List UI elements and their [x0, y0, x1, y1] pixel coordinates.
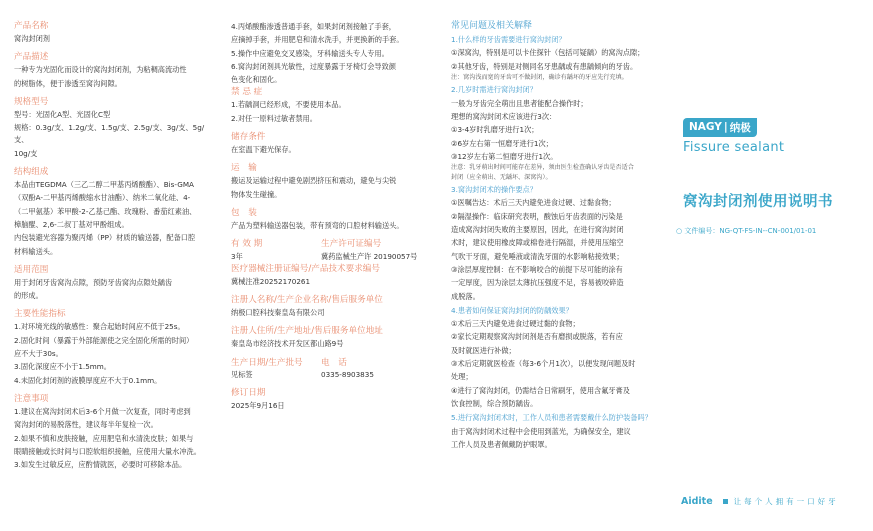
validity-headings: 有 效 期 生产许可证编号 — [231, 239, 382, 250]
warning-line: 6.窝沟封闭剂具光敏性，过度暴露于牙椅灯会导致颜 — [231, 61, 396, 71]
section-line: 2.固化时间（暴露于外部能源使之完全固化所需的时间） — [14, 335, 194, 345]
section-line: 的树脂体，便于渗透至窝沟间隙。 — [14, 78, 122, 88]
faq-note: 注意：乳牙萌出时间可能存在差异，须由医生检查确认牙齿是否适合 — [451, 164, 634, 172]
footer-slogan: 让每个人拥有一口好牙 — [733, 497, 839, 506]
logo-divider-icon: | — [723, 121, 728, 133]
faq-question: 5.进行窝沟封闭术时，工作人员和患者需要戴什么防护装备吗？ — [451, 413, 652, 423]
faq-answer-line: ①医嘱告达：术后三天内避免进食过硬、过黏食物； — [451, 198, 616, 208]
production-values: 见标签 0335-8903835 — [231, 370, 374, 380]
faq-answer-line: 一般为牙齿完全萌出且患者能配合操作时； — [451, 98, 588, 108]
section-line: 冀械注准20252170261 — [231, 276, 311, 286]
document-title: 窝沟封闭剂使用说明书 — [683, 194, 833, 210]
faq-note: 封闭（应全萌出、无龋坏、深窝沟）。 — [451, 173, 552, 181]
section-line: 10g/支 — [14, 148, 38, 158]
faq-answer-line: ①3-4岁时乳磨牙进行1次； — [451, 125, 539, 135]
column-left — [14, 20, 214, 471]
section-line: 内包装避光容器为聚丙烯（PP）材质的输送器，配备口腔 — [14, 233, 196, 243]
section-line: 纳极口腔科技秦皇岛有限公司 — [231, 308, 325, 318]
middle-sections — [231, 86, 431, 232]
faq-answer-line: 由于窝沟封闭术过程中会使用到蓝光，为确保安全，建议 — [451, 426, 631, 436]
revision-date: 2025年9月16日 — [231, 401, 285, 411]
section-line: 1.若龋洞已经形成，不要使用本品。 — [231, 100, 346, 110]
section-line: 1.建议在窝沟封闭术后3-6个月做一次复查，同时考虑到 — [14, 406, 191, 416]
logo-badge: NAGY | 纳极 — [683, 118, 757, 137]
faq-answer-line: ④进行了窝沟封闭，仍需结合日常刷牙，使用含氟牙膏及 — [451, 385, 630, 395]
section-line: 材料输送头。 — [14, 246, 58, 256]
section-line: 产品为塑料输送器包装，带有预弯的口腔材料输送头。 — [231, 220, 404, 230]
section-line: 型号：光固化A型、光固化C型 — [14, 109, 111, 119]
section-heading: 医疗器械注册证编号/产品技术要求编号 — [231, 263, 380, 274]
faq-question: 2.几岁时需进行窝沟封闭？ — [451, 85, 537, 95]
section-line: （双酚A-二甲基丙烯酸缩水甘油酯）、纳米二氧化硅、4- — [14, 193, 191, 203]
square-icon — [723, 499, 728, 504]
section-line: 3.如发生过敏反应，应酌情就医，必要时可移除本品。 — [14, 460, 187, 470]
revision-heading: 修订日期 — [231, 388, 266, 399]
brand-logo — [683, 115, 784, 155]
faq-question: 1.什么样的牙齿需要进行窝沟封闭？ — [451, 35, 566, 44]
faq-answer-line: 一定厚度，因为涂层太薄抗压强度不足，容易被咬碎造 — [451, 278, 624, 288]
faq-answer-line: 处理； — [451, 372, 473, 382]
document-number: ○ 文件编号：NG-QT-FS-IN--CN-001/01-01 — [676, 227, 817, 235]
product-english-name: Fissure sealant — [683, 139, 785, 155]
section-heading: 主要性能指标 — [14, 309, 66, 320]
footer — [681, 496, 839, 507]
faq-list — [451, 34, 654, 451]
faq-answer-line: 气吹干牙面，避免唾液或清洗牙面的水影响粘接效果； — [451, 251, 624, 261]
section-heading: 包 装 — [231, 207, 257, 218]
faq-answer-line: 及时就医进行补做； — [451, 345, 516, 355]
faq-answer-line: 饮食控制，综合预防龋齿。 — [451, 398, 538, 408]
section-heading: 禁 忌 症 — [231, 87, 263, 98]
section-line: 樟脑醌、2,6-二叔丁基对甲酚组成。 — [14, 219, 129, 229]
faq-answer-line: ③术后定期就医检查（每3-6个月1次），以便发现问题及时 — [451, 359, 636, 369]
faq-answer-line: ②隔湿操作：临床研究表明，酸蚀后牙齿表面的污染是 — [451, 211, 623, 221]
registration-sections — [231, 263, 431, 351]
validity-values: 3年 冀药监械生产许 20190057号 — [231, 251, 418, 261]
warnings-continued — [231, 21, 431, 86]
section-line: 2.如果不慎和皮肤接触，应用肥皂和水清洗皮肤；如果与 — [14, 433, 194, 443]
faq-answer-line: 术时，建议使用橡皮障或棉卷进行隔湿，并使用压缩空 — [451, 238, 624, 248]
section-line: 搬运及运输过程中避免剧烈挤压和震动，避免与尖锐 — [231, 176, 397, 186]
faq-answer-line: ①深窝沟，特别是可以卡住探针（包括可疑龋）的窝沟点隙； — [451, 48, 645, 58]
faq-answer-line: 造成窝沟封闭失败的主要原因，因此，在进行窝沟封闭 — [451, 225, 624, 235]
production-headings: 生产日期/生产批号 电 话 — [231, 357, 347, 368]
faq-question: 4.患者如何保证窝沟封闭的防龋效果？ — [451, 305, 573, 315]
footer-brand: Aidite — [681, 496, 713, 507]
section-heading: 储存条件 — [231, 132, 266, 143]
section-heading: 运 输 — [231, 163, 257, 174]
section-line: 一种专为光固化而设计的窝沟封闭剂，为粘稠高流动性 — [14, 65, 187, 75]
section-heading: 注意事项 — [14, 393, 49, 404]
faq-question: 3.窝沟封闭术的操作要点？ — [451, 185, 537, 195]
faq-answer-line: 成脱落。 — [451, 291, 480, 301]
section-line: 物体发生碰撞。 — [231, 189, 282, 199]
warning-line: 5.操作中应避免交叉感染，牙科输送头专人专用。 — [231, 48, 389, 58]
faq-answer-line: ③12岁左右第二恒磨牙进行1次。 — [451, 151, 558, 161]
section-line: 眼睛接触或长时间与口腔软组织接触，应使用大量水冲洗。 — [14, 446, 201, 456]
section-line: 4.未固化封闭剂的液膜厚度应不大于0.1mm。 — [14, 375, 162, 385]
section-line: 在室温下避光保存。 — [231, 145, 296, 155]
faq-note: 注：窝沟浅而宽的牙齿可不做封闭，确诊有龋坏的牙应先行充填。 — [451, 73, 628, 81]
section-line: 窝沟封闭的易脱落性，建议每半年复检一次。 — [14, 420, 158, 430]
faq-answer-line: ①术后三天内避免进食过硬过黏的食物； — [451, 319, 580, 329]
faq-title: 常见问题及相关解释 — [451, 21, 533, 31]
faq-answer-line: ②家长定期观察窝沟封闭剂是否有磨损或脱落，若有应 — [451, 332, 623, 342]
section-line: 用于封闭牙齿窝沟点隙，预防牙齿窝沟点隙处龋齿 — [14, 277, 173, 287]
section-line: 应不大于30s。 — [14, 349, 63, 359]
warning-line: 4.丙烯酸酯渗透普通手套，如果封闭剂接触了手套， — [231, 22, 396, 31]
section-line: 的形成。 — [14, 291, 43, 301]
section-heading: 注册人住所/生产地址/售后服务单位地址 — [231, 326, 383, 337]
section-heading: 产品名称 — [14, 21, 49, 31]
faq-answer-line: ②6岁左右第一恒磨牙进行1次； — [451, 138, 553, 148]
column-faq — [451, 20, 654, 451]
warning-line: 应摘掉手套，并用肥皂和清水洗手，并更换新的手套。 — [231, 35, 404, 45]
faq-answer-line: ③涂层厚度控制：在不影响咬合的前提下尽可能的涂有 — [451, 264, 623, 274]
section-line: 本品由TEGDMA（三乙二醇二甲基丙烯酸酯）、Bis-GMA — [14, 180, 194, 190]
section-line: 规格：0.3g/支、1.2g/支、1.5g/支、2.5g/支、3g/支、5g/支、 — [14, 123, 205, 145]
section-heading: 注册人名称/生产企业名称/售后服务单位 — [231, 295, 383, 306]
section-line: 秦皇岛市经济技术开发区都山路9号 — [231, 339, 344, 349]
faq-answer-line: 理想的窝沟封闭术应该进行3次： — [451, 111, 557, 121]
section-heading: 适用范围 — [14, 264, 49, 275]
section-line: 窝沟封闭剂 — [14, 34, 50, 43]
faq-answer-line: 工作人员及患者佩戴防护眼罩。 — [451, 439, 552, 449]
section-line: （二甲氨基）苯甲酸-2-乙基己酯、玫瑰粉、番茄红素油、 — [14, 206, 197, 216]
faq-answer-line: ②其他牙齿，特别是对侧同名牙患龋或有患龋倾向的牙齿。 — [451, 61, 638, 71]
section-line: 1.对环境光线的敏感性：聚合起始时间应不低于25s。 — [14, 322, 185, 332]
section-heading: 规格型号 — [14, 96, 49, 107]
section-line: 2.对任一原料过敏者禁用。 — [231, 113, 317, 123]
column-middle — [231, 20, 431, 413]
section-heading: 结构组成 — [14, 167, 49, 178]
warning-line: 色变化和固化。 — [231, 75, 282, 85]
section-line: 3.固化深度应不小于1.5mm。 — [14, 362, 111, 372]
section-heading: 产品描述 — [14, 52, 49, 63]
